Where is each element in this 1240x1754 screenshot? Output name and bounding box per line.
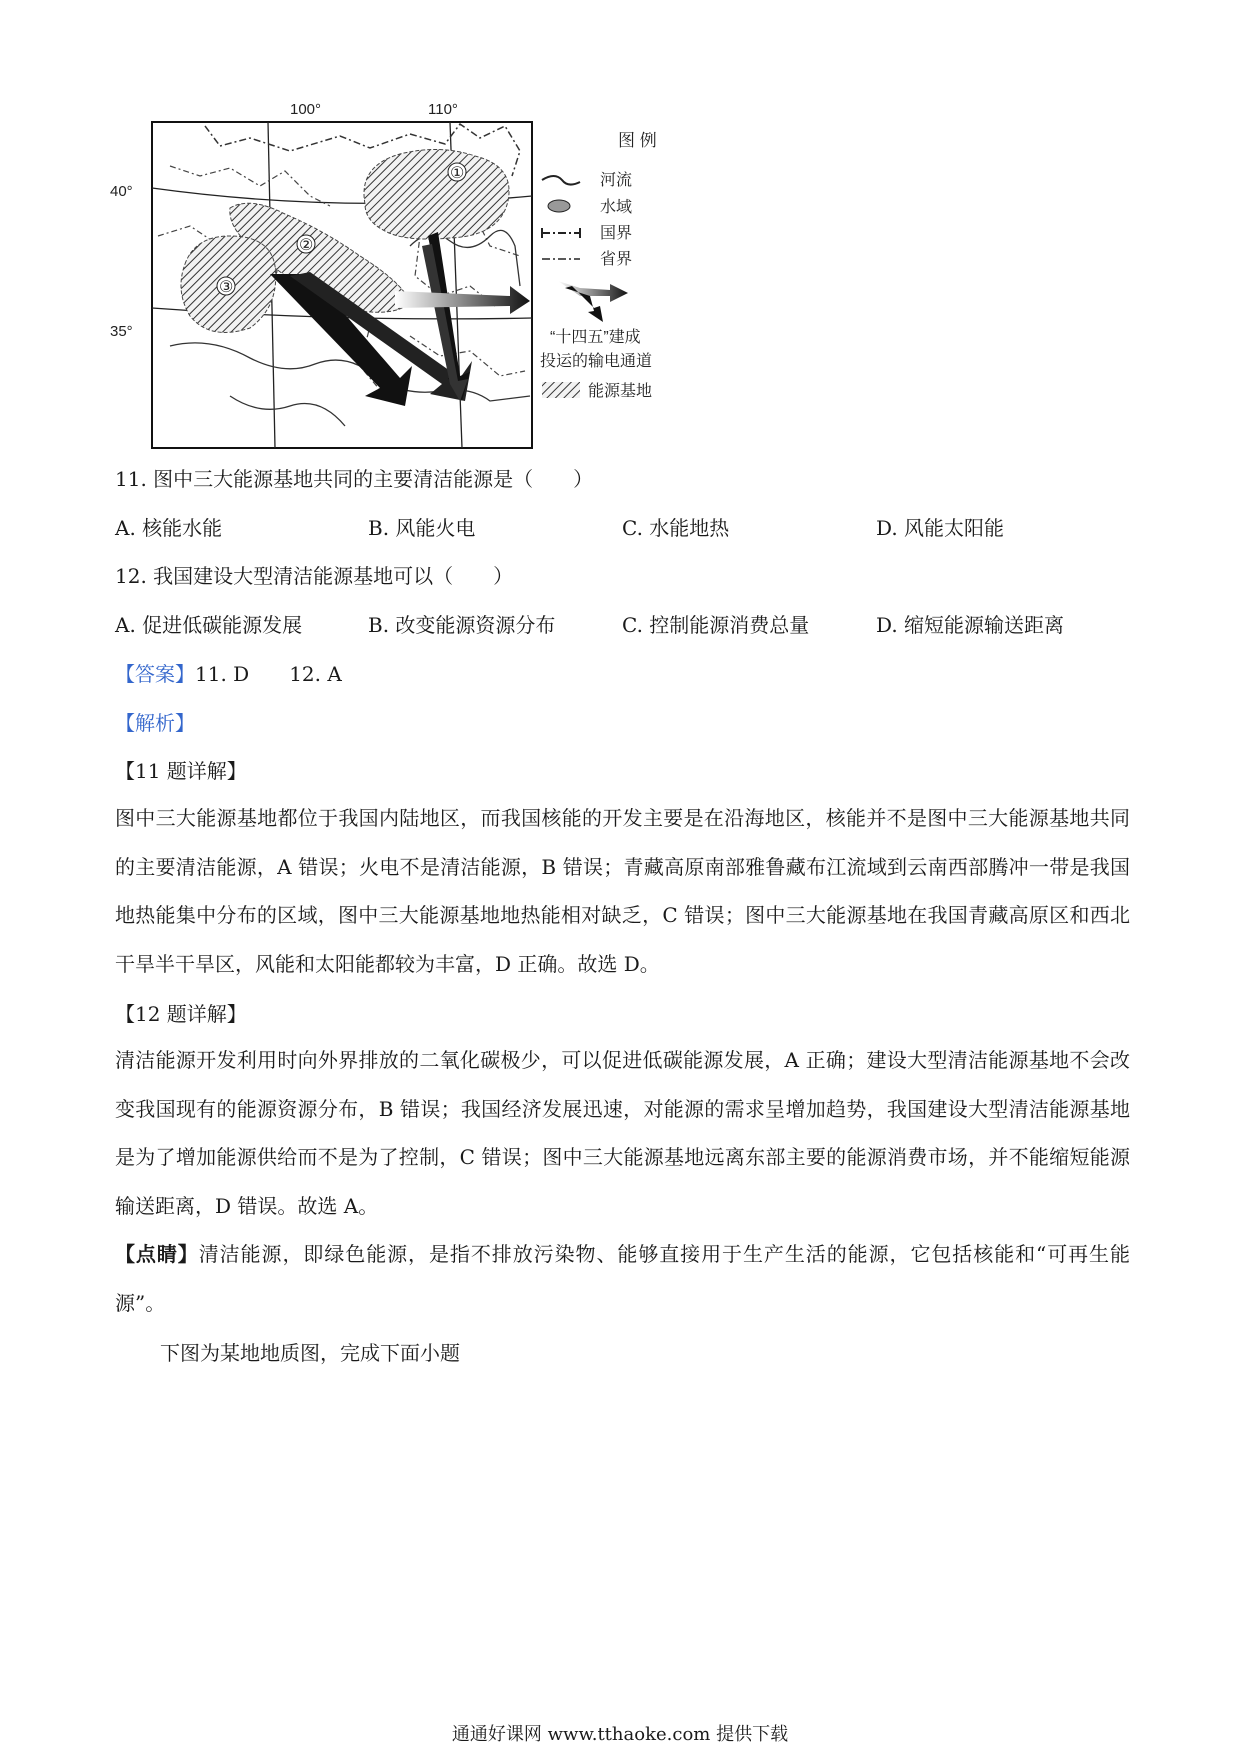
river-legend-icon: [542, 176, 580, 185]
map-legend: [540, 131, 657, 400]
q11-option-b: B. 风能火电: [368, 516, 476, 540]
legend-national-border: 国界: [600, 225, 633, 242]
map-frame: [152, 122, 532, 448]
q11-option-a: A. 核能水能: [115, 516, 223, 540]
energy-base-map: [110, 96, 735, 456]
legend-energy-base: 能源基地: [588, 383, 653, 400]
detail-12-title: 【12 题详解】: [115, 1002, 247, 1026]
legend-provincial-border: 省界: [600, 251, 633, 268]
detail-11-text: 图中三大能源基地都位于我国内陆地区，而我国核能的开发主要是在沿海地区，核能并不是图中三大能源基地共同的主要清洁能源，A 错误；火电不是清洁能源，B 错误；青藏高原南部雅鲁藏布江流域到云南西部腾冲一带是我国地热能集中分布的区域，图中三大能源基地地热能相对缺乏，C 错误；图中三大能源基地在我国青藏高原区和西北干旱半干旱区，风能和太阳能都较为丰富，D 正确。故选 D。: [115, 806, 1130, 976]
lon-label-110: 110°: [428, 101, 458, 118]
transmission-channel-legend-icon: [558, 281, 628, 322]
answer-text: 11. D 12. A: [195, 662, 342, 686]
legend-channel-line2: 投运的输电通道: [540, 353, 653, 370]
detail-12-text: 清洁能源开发利用时向外界排放的二氧化碳极少，可以促进低碳能源发展，A 正确；建设大型清洁能源基地不会改变我国现有的能源资源分布，B 错误；我国经济发展迅速，对能源的需求呈增加趋势，我国建设大型清洁能源基地是为了增加能源供给而不是为了控制，C 错误；图中三大能源基地远离东部主要的能源消费市场，并不能缩短能源输送距离，D 错误。故选 A。: [115, 1048, 1130, 1218]
next-question-intro: 下图为某地地质图，完成下面小题: [160, 1341, 460, 1365]
base-label-2: ②: [299, 235, 314, 254]
tip-paragraph: [115, 1230, 1130, 1327]
q12-option-b: B. 改变能源资源分布: [368, 613, 556, 637]
lat-label-35: 35°: [110, 323, 133, 340]
water-legend-icon: [548, 200, 570, 212]
question-11-stem: 11. 图中三大能源基地共同的主要清洁能源是（ ）: [115, 467, 594, 491]
q11-option-c: C. 水能地热: [622, 516, 730, 540]
legend-river: 河流: [600, 172, 633, 189]
legend-title: 图 例: [618, 131, 657, 150]
national-border-legend-icon: [542, 228, 580, 238]
lat-label-40: 40°: [110, 183, 133, 200]
lon-label-100: 100°: [290, 101, 322, 118]
question-12-stem: 12. 我国建设大型清洁能源基地可以（ ）: [115, 564, 514, 588]
answer-line: [115, 658, 342, 687]
page-footer: 通通好课网 www.tthaoke.com 提供下载: [451, 1724, 789, 1745]
q11-option-d: D. 风能太阳能: [876, 516, 1005, 540]
analysis-label: 【解析】: [115, 711, 195, 735]
answer-label: 【答案】: [115, 662, 195, 686]
question-12-options: [0, 609, 1240, 639]
tip-text: 清洁能源，即绿色能源，是指不排放污染物、能够直接用于生产生活的能源，它包括核能和“可再生能源”。: [115, 1242, 1130, 1315]
legend-channel-line1: “十四五”建成: [550, 329, 641, 346]
legend-water: 水域: [600, 199, 633, 216]
energy-base-legend-icon: [542, 382, 580, 398]
q12-option-c: C. 控制能源消费总量: [622, 613, 810, 637]
q12-option-d: D. 缩短能源输送距离: [876, 613, 1065, 637]
base-label-3: ③: [219, 277, 234, 296]
question-11-options: [0, 512, 1240, 542]
detail-11-title: 【11 题详解】: [115, 759, 247, 783]
q12-option-a: A. 促进低碳能源发展: [115, 613, 303, 637]
base-label-1: ①: [450, 163, 465, 182]
tip-label: 【点睛】: [115, 1242, 199, 1266]
